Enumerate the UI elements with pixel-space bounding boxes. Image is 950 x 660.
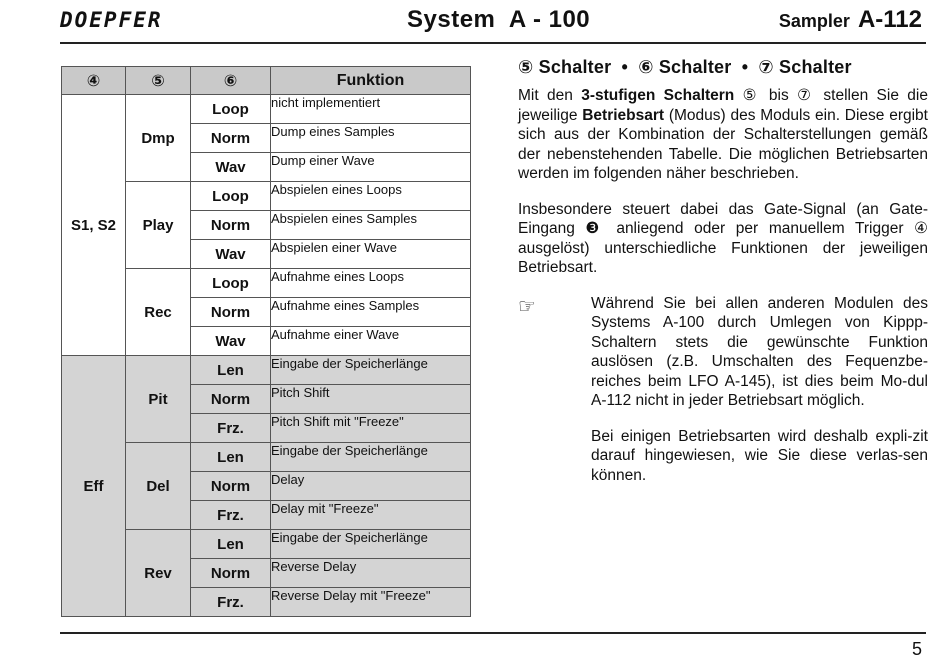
function-cell: Abspielen eines Loops: [271, 182, 471, 211]
switch-6-cell: Norm: [191, 298, 271, 327]
switch-4-cell: Eff: [62, 356, 126, 617]
header-col-5: ⑤: [126, 67, 191, 95]
page-title: System A - 100: [407, 6, 591, 33]
function-cell: Delay: [271, 472, 471, 501]
note-block: [518, 294, 928, 486]
note-paragraph-1: Während Sie bei allen anderen Modulen des Systems A-100 durch Umlegen von Kippp-Schaltern stets die gewünschte Funktion auslösen (z.B. Umschalten des Fequenzbe-reiches beim LFO A-145), ist dies beim Mo-dul A-112 nicht in jeder Betriebsart möglich.: [591, 294, 928, 409]
switch-6-cell: Wav: [191, 153, 271, 182]
footer-rule: [60, 632, 926, 634]
heading-switch-7: ⑦ Schalter: [758, 57, 852, 77]
function-cell: Pitch Shift mit "Freeze": [271, 414, 471, 443]
function-cell: Delay mit "Freeze": [271, 501, 471, 530]
header-rule: [60, 42, 926, 44]
switch-6-cell: Norm: [191, 124, 271, 153]
switch-6-cell: Norm: [191, 385, 271, 414]
switch-6-cell: Loop: [191, 182, 271, 211]
paragraph-gate: Insbesondere steuert dabei das Gate-Signal (an Gate-Eingang ❸ anliegend oder per manuellem Trigger ④ ausgelöst) unterschiedliche Funktionen der jeweiligen Betriebsart.: [518, 200, 928, 276]
switch-5-cell: Pit: [126, 356, 191, 443]
brand-logo: DOEPFER: [60, 8, 163, 32]
function-cell: Eingabe der Speicherlänge: [271, 356, 471, 385]
module-category: Sampler: [778, 11, 850, 31]
switch-6-cell: Loop: [191, 95, 271, 124]
switch-5-cell: Rec: [126, 269, 191, 356]
header-col-6: ⑥: [191, 67, 271, 95]
function-cell: Aufnahme eines Samples: [271, 298, 471, 327]
intro-text: (Modus) des Moduls ein. Diese ergibt sich aus der Kombination der Schalterstellungen gemäß der nebenstehenden Tabelle. Die möglichen Betriebsarten werden im folgenden näher beschrieben.: [518, 106, 928, 182]
switch-5-cell: Dmp: [126, 95, 191, 182]
function-cell: Dump eines Samples: [271, 124, 471, 153]
function-cell: Pitch Shift: [271, 385, 471, 414]
table-body: [62, 95, 471, 617]
switch-6-cell: Wav: [191, 327, 271, 356]
switch-6-cell: Loop: [191, 269, 271, 298]
function-cell: Dump einer Wave: [271, 153, 471, 182]
function-cell: Abspielen einer Wave: [271, 240, 471, 269]
switch-6-cell: Wav: [191, 240, 271, 269]
page-number: 5: [911, 639, 922, 659]
intro-text: ⑤ bis ⑦ stellen Sie die jeweilige: [518, 87, 928, 124]
module-id: A-112: [857, 6, 922, 33]
switch-4-cell: S1, S2: [62, 95, 126, 356]
table-row: [62, 356, 471, 385]
note-paragraph-2: Bei einigen Betriebsarten wird deshalb expli-zit darauf hingewiesen, wie Sie diese verlas-sen können.: [591, 427, 928, 484]
function-cell: Aufnahme eines Loops: [271, 269, 471, 298]
switch-6-cell: Norm: [191, 211, 271, 240]
intro-text: Mit den: [518, 87, 582, 104]
switch-6-cell: Len: [191, 356, 271, 385]
module-label: [779, 6, 922, 34]
function-table: [61, 66, 471, 617]
function-cell: Reverse Delay mit "Freeze": [271, 588, 471, 617]
switch-5-cell: Rev: [126, 530, 191, 617]
section-heading: [518, 57, 928, 78]
heading-bullet: •: [741, 57, 749, 77]
header-col-function: Funktion: [271, 67, 471, 95]
switch-6-cell: Frz.: [191, 588, 271, 617]
table-header-row: [62, 67, 471, 95]
description-section: [518, 57, 928, 501]
intro-bold: Betriebsart: [582, 106, 665, 124]
switch-6-cell: Norm: [191, 559, 271, 588]
function-cell: Aufnahme einer Wave: [271, 327, 471, 356]
function-cell: Abspielen eines Samples: [271, 211, 471, 240]
switch-6-cell: Len: [191, 443, 271, 472]
switch-6-cell: Frz.: [191, 501, 271, 530]
function-cell: nicht implementiert: [271, 95, 471, 124]
function-cell: Eingabe der Speicherlänge: [271, 443, 471, 472]
switch-6-cell: Frz.: [191, 414, 271, 443]
function-cell: Reverse Delay: [271, 559, 471, 588]
header-col-4: ④: [62, 67, 126, 95]
heading-switch-5: ⑤ Schalter: [518, 57, 612, 77]
switch-6-cell: Norm: [191, 472, 271, 501]
heading-bullet: •: [621, 57, 628, 77]
pointing-hand-icon: ☞: [518, 295, 536, 318]
function-cell: Eingabe der Speicherlänge: [271, 530, 471, 559]
intro-bold: 3-stufigen Schaltern: [581, 87, 735, 104]
switch-6-cell: Len: [191, 530, 271, 559]
paragraph-intro: [518, 86, 928, 184]
table-row: [62, 95, 471, 124]
switch-5-cell: Play: [126, 182, 191, 269]
heading-switch-6: ⑥ Schalter: [638, 57, 732, 77]
switch-5-cell: Del: [126, 443, 191, 530]
page-header: [0, 0, 950, 45]
